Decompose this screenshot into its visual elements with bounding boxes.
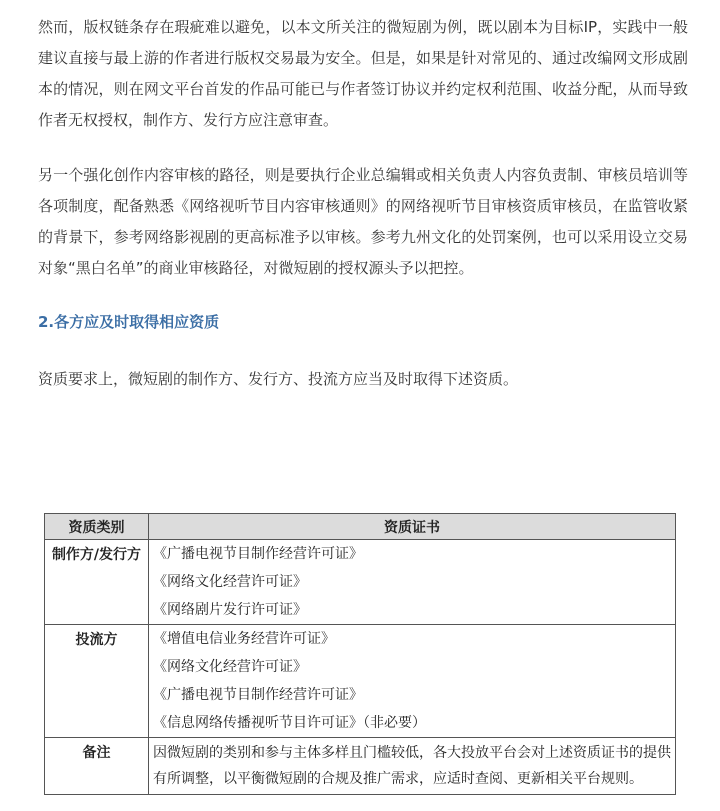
certificate-item: 《广播电视节目制作经营许可证》: [153, 687, 363, 703]
paragraph-content-review: 另一个强化创作内容审核的路径，则是要执行企业总编辑或相关负责人内容负责制、审核员培训等各项制度，配备熟悉《网络视听节目内容审核通则》的网络视听节目审核资质审核员，在监管收紧的背景下，参考网络影视剧的更高标准予以审核。参考九州文化的处罚案例，也可以采用设立交易对象“黑白名单”的商业审核路径，对微短剧的授权源头予以把控。: [38, 166, 688, 277]
article-body: [38, 12, 688, 423]
category-label: 制作方/发行方: [51, 547, 142, 563]
table-row-producer-distributor: [45, 540, 676, 625]
note-cell: [149, 738, 676, 795]
section-heading: 2.各方应及时取得相应资质: [38, 313, 220, 331]
header-category: 资质类别: [45, 514, 149, 540]
certificate-item: 《广播电视节目制作经营许可证》: [153, 546, 363, 562]
category-cell: [45, 625, 149, 738]
certificate-item: 《增值电信业务经营许可证》: [153, 631, 335, 647]
paragraph-qualification-intro: 资质要求上，微短剧的制作方、发行方、投流方应当及时取得下述资质。: [38, 370, 519, 388]
paragraph-copyright-chain: 然而，版权链条存在瑕疵难以避免，以本文所关注的微短剧为例，既以剧本为目标IP，实践中一般建议直接与最上游的作者进行版权交易最为安全。但是，如果是针对常见的、通过改编网文形成剧本的情况，则在网文平台首发的作品可能已与作者签订协议并约定权利范围、收益分配，从而导致作者无权授权，制作方、发行方应注意审查。: [38, 18, 688, 129]
certificate-item: 《网络文化经营许可证》: [153, 574, 307, 590]
table-header-row: [45, 514, 676, 540]
table-row-note: [45, 738, 676, 795]
certificate-item: 《网络剧片发行许可证》: [153, 602, 307, 618]
note-label: 备注: [82, 745, 111, 761]
certificates-cell: [149, 540, 676, 625]
certificate-item: 《网络文化经营许可证》: [153, 659, 307, 675]
certificate-item: 《信息网络传播视听节目许可证》（非必要）: [153, 715, 426, 731]
header-certificates: 资质证书: [149, 514, 676, 540]
note-text: 因微短剧的类别和参与主体多样且门槛较低，各大投放平台会对上述资质证书的提供有所调整，以平衡微短剧的合规及推广需求，应适时查阅、更新相关平台规则。: [153, 745, 671, 787]
qualification-table: [44, 513, 676, 795]
table-row-traffic-buyer: [45, 625, 676, 738]
certificates-cell: [149, 625, 676, 738]
category-label: 投流方: [75, 632, 118, 648]
note-category-cell: [45, 738, 149, 795]
category-cell: [45, 540, 149, 625]
